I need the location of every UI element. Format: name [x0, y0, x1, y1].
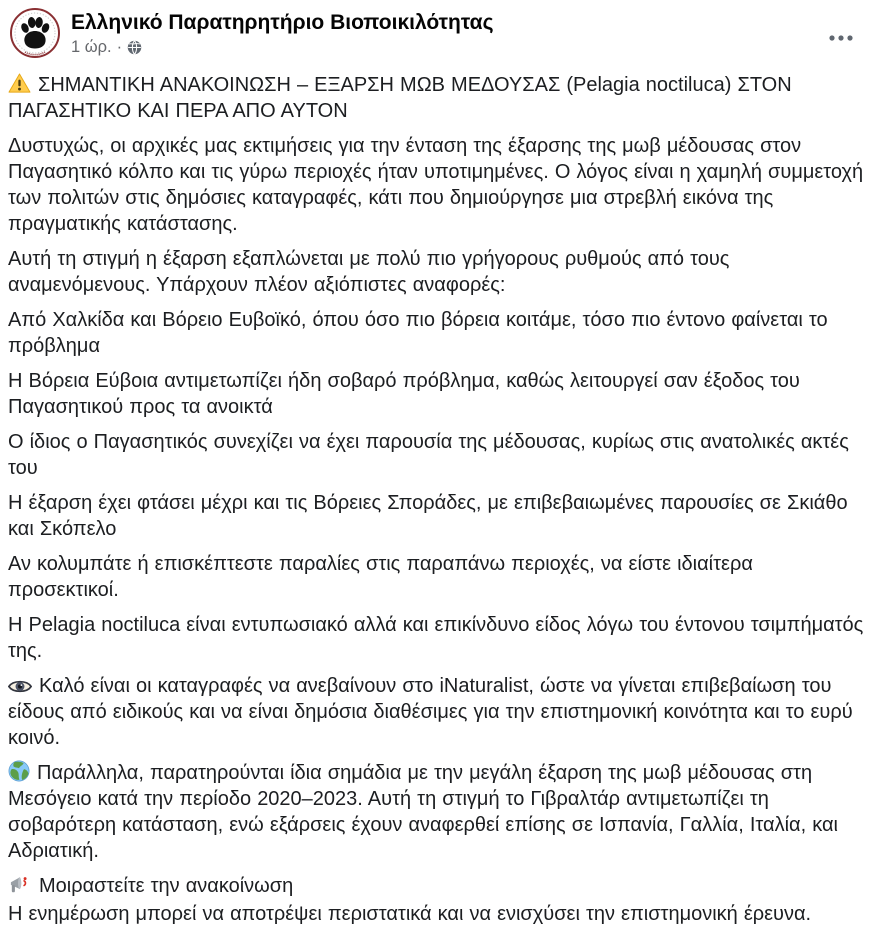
paragraph-text: Μοιραστείτε την ανακοίνωση: [39, 875, 294, 897]
meta-separator: ·: [116, 37, 123, 56]
timestamp[interactable]: 1 ώρ.: [71, 37, 112, 56]
post-meta: [71, 38, 494, 57]
more-options-button[interactable]: [822, 28, 860, 48]
page-avatar[interactable]: [10, 8, 60, 58]
warning-icon: [8, 73, 31, 94]
paragraph-text: Η Pelagia noctiluca είναι εντυπωσιακό αλλά και επικίνδυνο είδος λόγω του έντονου τσιμπήματός της.: [8, 614, 864, 662]
page-name[interactable]: Ελληνικό Παρατηρητήριο Βιοποικιλότητας: [71, 10, 494, 34]
paragraph-text: Αυτή τη στιγμή η έξαρση εξαπλώνεται με πολύ πιο γρήγορους ρυθμούς από τους αναμενόμενους. Υπάρχουν πλέον αξιόπιστες αναφορές:: [8, 248, 730, 296]
public-audience-globe-icon: [127, 40, 142, 55]
paragraph-text: Ο ίδιος ο Παγασητικός συνεχίζει να έχει παρουσία της μέδουσας, κυρίως στις ανατολικές ακτές του: [8, 431, 849, 479]
paragraph-text: ΣΗΜΑΝΤΙΚΗ ΑΝΑΚΟΙΝΩΣΗ – ΕΞΑΡΣΗ ΜΩΒ ΜΕΔΟΥΣΑΣ (Pelagia noctiluca) ΣΤΟΝ ΠΑΓΑΣΗΤΙΚΟ ΚΑΙ ΠΕΡΑ ΑΠΟ ΑΥΤΟΝ: [8, 74, 792, 122]
post-paragraph: [8, 429, 866, 481]
eye-icon: [8, 678, 32, 695]
paragraph-text: Παράλληλα, παρατηρούνται ίδια σημάδια με την μεγάλη έξαρση της μωβ μέδουσας στη Μεσόγειο κατά την περίοδο 2020–2023. Αυτή τη στιγμή το Γιβραλτάρ αντιμετωπίζει τη σοβαρότερη κατάσταση, ενώ εξάρσεις έχουν αναφερθεί επίσης σε Ισπανία, Γαλλία, Ιταλία, και Αδριατική.: [8, 762, 838, 862]
post-paragraph: [8, 490, 866, 542]
three-dots-icon: [828, 34, 854, 42]
post-paragraph: [8, 246, 866, 298]
post-header: [8, 8, 868, 66]
paragraph-text: Από Χαλκίδα και Βόρειο Ευβοϊκό, όπου όσο πιο βόρεια κοιτάμε, τόσο πιο έντονο φαίνεται το πρόβλημα: [8, 309, 828, 357]
post-body: [8, 66, 868, 927]
paragraph-text: Η Βόρεια Εύβοια αντιμετωπίζει ήδη σοβαρό πρόβλημα, καθώς λειτουργεί σαν έξοδος του Παγασητικού προς τα ανοικτά: [8, 370, 800, 418]
post-paragraph: [8, 368, 866, 420]
post-paragraph: [8, 901, 866, 927]
paw-logo-icon: [10, 8, 60, 58]
post-paragraph: [8, 307, 866, 359]
paragraph-text: Η έξαρση έχει φτάσει μέχρι και τις Βόρειες Σποράδες, με επιβεβαιωμένες παρουσίες σε Σκιάθο και Σκόπελο: [8, 492, 848, 540]
globe-europe-icon: [8, 760, 30, 782]
header-text: [71, 10, 494, 57]
post-paragraph-announcement: [8, 72, 866, 124]
megaphone-icon: [8, 875, 32, 895]
paragraph-text: Αν κολυμπάτε ή επισκέπτεστε παραλίες στις παραπάνω περιοχές, να είστε ιδιαίτερα προσεκτικοί.: [8, 553, 753, 601]
post-paragraph: [8, 612, 866, 664]
paragraph-text: Η ενημέρωση μπορεί να αποτρέψει περιστατικά και να ενισχύσει την επιστημονική έρευνα.: [8, 903, 812, 925]
post-paragraph-mediterranean: [8, 760, 866, 864]
post-paragraph: [8, 551, 866, 603]
paragraph-text: Καλό είναι οι καταγραφές να ανεβαίνουν στο iNaturalist, ώστε να γίνεται επιβεβαίωση του είδους από ειδικούς και να είναι δημόσια διαθέσιμες για την επιστημονική κοινότητα και το ευρύ κοινό.: [8, 675, 853, 749]
post-paragraph-inaturalist: [8, 673, 866, 751]
post-paragraph: [8, 133, 866, 237]
post-paragraph-share: [8, 873, 866, 899]
paragraph-text: Δυστυχώς, οι αρχικές μας εκτιμήσεις για την ένταση της έξαρσης της μωβ μέδουσας στον Παγασητικό κόλπο και τις γύρω περιοχές ήταν υποτιμημένες. Ο λόγος είναι η χαμηλή συμμετοχή των πολιτών στις δημόσιες καταγραφές, κάτι που δημιούργησε μια στρεβλή εικόνα της πραγματικής κατάστασης.: [8, 135, 864, 235]
